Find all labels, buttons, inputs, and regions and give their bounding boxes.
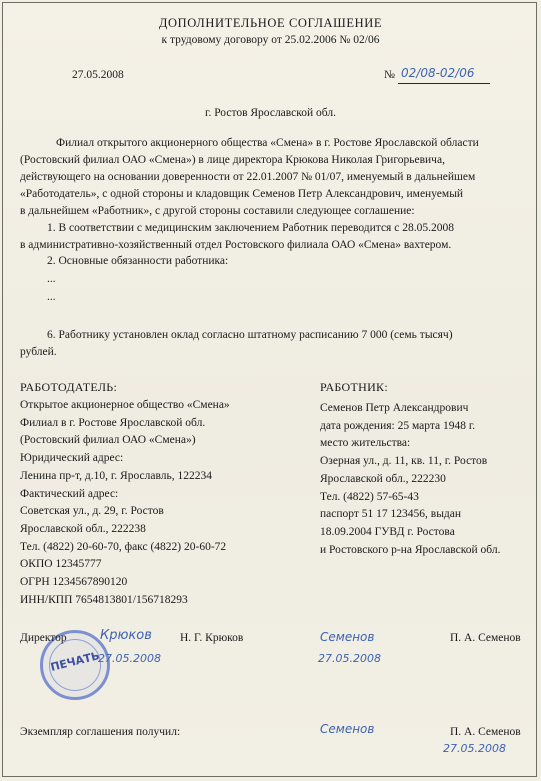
employee-line: Тел. (4822) 57-65-43 (320, 490, 419, 503)
employee-details (320, 400, 500, 559)
document-number-label: № (384, 69, 395, 81)
employee-line: 18.09.2004 ГУВД г. Ростова (320, 525, 455, 538)
director-name: Н. Г. Крюков (180, 632, 244, 644)
item-1-line: в административно-хозяйственный отдел Ростовского филиала ОАО «Смена» вахтером. (20, 239, 452, 251)
employee-name: П. А. Семенов (450, 632, 521, 644)
intro-paragraph (20, 135, 526, 220)
employee-sign-date: 27.05.2008 (318, 652, 381, 665)
document-place: г. Ростов Ярославской обл. (205, 107, 336, 119)
employer-line: ОКПО 12345777 (20, 558, 102, 571)
employee-line: паспорт 51 17 123456, выдан (320, 508, 462, 521)
employer-line: Тел. (4822) 20-60-70, факс (4822) 20-60-72 (20, 540, 227, 553)
employee-line: дата рождения: 25 марта 1948 г. (320, 419, 476, 432)
intro-line: (Ростовский филиал ОАО «Смена») в лице директора Крюкова Николая Григорьевича, (20, 154, 445, 166)
employer-details (20, 397, 230, 609)
item-1 (20, 220, 526, 254)
employer-line: Юридический адрес: (20, 452, 124, 465)
ellipsis-1: ... (47, 273, 56, 285)
intro-line: Филиал открытого акционерного общества «Смена» в г. Ростове Ярославской области (56, 137, 479, 149)
director-signature: Крюков (100, 628, 152, 643)
document-date: 27.05.2008 (72, 69, 124, 81)
number-underline (398, 83, 490, 84)
copy-signature: Семенов (320, 722, 375, 736)
copy-sign-date: 27.05.2008 (443, 742, 506, 755)
employer-line: Ленина пр-т, д.10, г. Ярославль, 122234 (20, 469, 212, 482)
employer-line: Открытое акционерное общество «Смена» (20, 399, 230, 411)
director-sign-date: 27.05.2008 (98, 652, 161, 665)
item-6 (20, 327, 526, 361)
copy-recipient-name: П. А. Семенов (450, 726, 521, 738)
employee-signature: Семенов (320, 630, 375, 644)
stamp-text: ПЕЧАТЬ (49, 649, 101, 674)
employer-line: (Ростовский филиал ОАО «Смена») (20, 434, 196, 447)
employer-line: Филиал в г. Ростове Ярославской обл. (20, 416, 206, 429)
employer-line: ИНН/КПП 7654813801/156718293 (20, 593, 188, 606)
director-label: Директор (20, 632, 67, 644)
item-6-line: рублей. (20, 346, 57, 358)
document-title: ДОПОЛНИТЕЛЬНОЕ СОГЛАШЕНИЕ (158, 16, 383, 30)
employee-heading: РАБОТНИК: (320, 380, 388, 394)
copy-received-label: Экземпляр соглашения получил: (20, 726, 181, 738)
document-subtitle: к трудовому договору от 25.02.2006 № 02/06 (161, 34, 380, 46)
employer-line: Фактический адрес: (20, 487, 119, 500)
employee-line: Семенов Петр Александрович (320, 402, 469, 414)
ellipsis-2: ... (47, 291, 56, 303)
employer-line: Советская ул., д. 29, г. Ростов (20, 505, 164, 518)
employee-line: и Ростовского р-на Ярославской обл. (320, 543, 501, 556)
document-number-value: 02/08-02/06 (401, 66, 475, 80)
item-2: 2. Основные обязанности работника: (47, 255, 229, 267)
employee-line: Озерная ул., д. 11, кв. 11, г. Ростов (320, 455, 488, 468)
intro-line: действующего на основании доверенности от 22.01.2007 № 01/07, именуемый в дальнейшем (20, 171, 476, 183)
item-1-line: 1. В соответствии с медицинским заключением Работник переводится с 28.05.2008 (47, 222, 454, 234)
employee-line: Ярославской обл., 222230 (320, 472, 446, 485)
intro-line: в дальнейшем «Работник», с другой стороны составили следующее соглашение: (20, 205, 415, 217)
employer-heading: РАБОТОДАТЕЛЬ: (20, 380, 118, 394)
employer-line: ОГРН 1234567890120 (20, 576, 128, 589)
employee-line: место жительства: (320, 437, 411, 450)
item-6-line: 6. Работнику установлен оклад согласно штатному расписанию 7 000 (семь тысяч) (47, 329, 453, 341)
intro-line: «Работодатель», с одной стороны и кладовщик Семенов Петр Александрович, именуемый (20, 188, 464, 200)
employer-line: Ярославской обл., 222238 (20, 522, 146, 535)
